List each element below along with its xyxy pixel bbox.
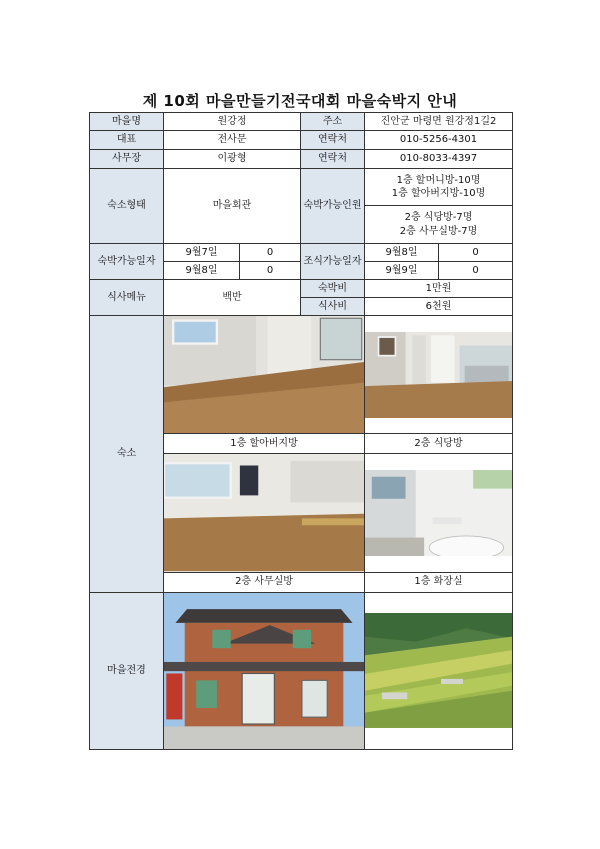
lodging-fee-label: 숙박비: [301, 280, 365, 298]
room-photo-office: [164, 454, 364, 571]
manager-label: 사무장: [90, 150, 164, 169]
rooms-label: 숙소: [90, 316, 164, 593]
capacity-1b: 1층 할아버지방-10명: [391, 188, 486, 199]
photo-room-2: [365, 316, 513, 434]
rep-contact-value: 010-5256-4301: [365, 131, 513, 150]
lodging-fee-value: 1만원: [365, 280, 513, 298]
photo-caption-2: 2층 식당방: [365, 434, 513, 454]
stay-count-1: 0: [240, 244, 301, 262]
breakfast-date-2: 9월9일: [365, 262, 439, 280]
village-landscape-photo: [365, 613, 512, 728]
photo-caption-3: 2층 사무실방: [164, 572, 365, 592]
room-photo-restroom: [365, 470, 512, 556]
address-value: 진안군 마령면 원강정1길2: [365, 113, 513, 131]
manager-value: 이광형: [164, 150, 301, 169]
address-label: 주소: [301, 113, 365, 131]
meal-menu-label: 식사메뉴: [90, 280, 164, 316]
scenery-label: 마을전경: [90, 592, 164, 749]
village-label: 마을명: [90, 113, 164, 131]
lodging-info-table: [89, 112, 513, 750]
stay-count-2: 0: [240, 262, 301, 280]
breakfast-count-1: 0: [439, 244, 513, 262]
photo-village-hall: [164, 592, 365, 749]
meal-fee-value: 6천원: [365, 298, 513, 316]
manager-contact-value: 010-8033-4397: [365, 150, 513, 169]
photo-room-3: [164, 454, 365, 572]
stay-date-2: 9월8일: [164, 262, 240, 280]
capacity-2a: 2층 식당방-7명: [404, 212, 473, 223]
rep-contact-label: 연락처: [301, 131, 365, 150]
meal-menu-value: 백반: [164, 280, 301, 316]
capacity-1a: 1층 할머니방-10명: [396, 174, 481, 186]
breakfast-label: 조식가능일자: [301, 244, 365, 280]
breakfast-date-1: 9월8일: [365, 244, 439, 262]
room-photo-grandfather: [164, 316, 364, 433]
page-title: 제 10회 마을만들기전국대회 마을숙박지 안내: [142, 92, 458, 110]
stay-date-1: 9월7일: [164, 244, 240, 262]
meal-fee-label: 식사비: [301, 298, 365, 316]
manager-contact-label: 연락처: [301, 150, 365, 169]
capacity-floor2: [365, 206, 513, 244]
photo-village-view: [365, 592, 513, 749]
village-value: 원강정: [164, 113, 301, 131]
room-photo-dining: [365, 332, 512, 418]
photo-caption-4: 1층 화장실: [365, 572, 513, 592]
breakfast-count-2: 0: [439, 262, 513, 280]
capacity-2b: 2층 사무실방-7명: [399, 225, 478, 237]
photo-room-4: [365, 454, 513, 572]
stay-dates-label: 숙박가능일자: [90, 244, 164, 280]
capacity-label: 숙박가능인원: [301, 169, 365, 244]
village-hall-photo: [164, 593, 364, 749]
capacity-floor1: [365, 169, 513, 206]
rep-value: 전사문: [164, 131, 301, 150]
lodging-type-value: 마을회관: [164, 169, 301, 244]
lodging-type-label: 숙소형태: [90, 169, 164, 244]
rep-label: 대표: [90, 131, 164, 150]
photo-caption-1: 1층 할아버지방: [164, 434, 365, 454]
photo-room-1: [164, 316, 365, 434]
